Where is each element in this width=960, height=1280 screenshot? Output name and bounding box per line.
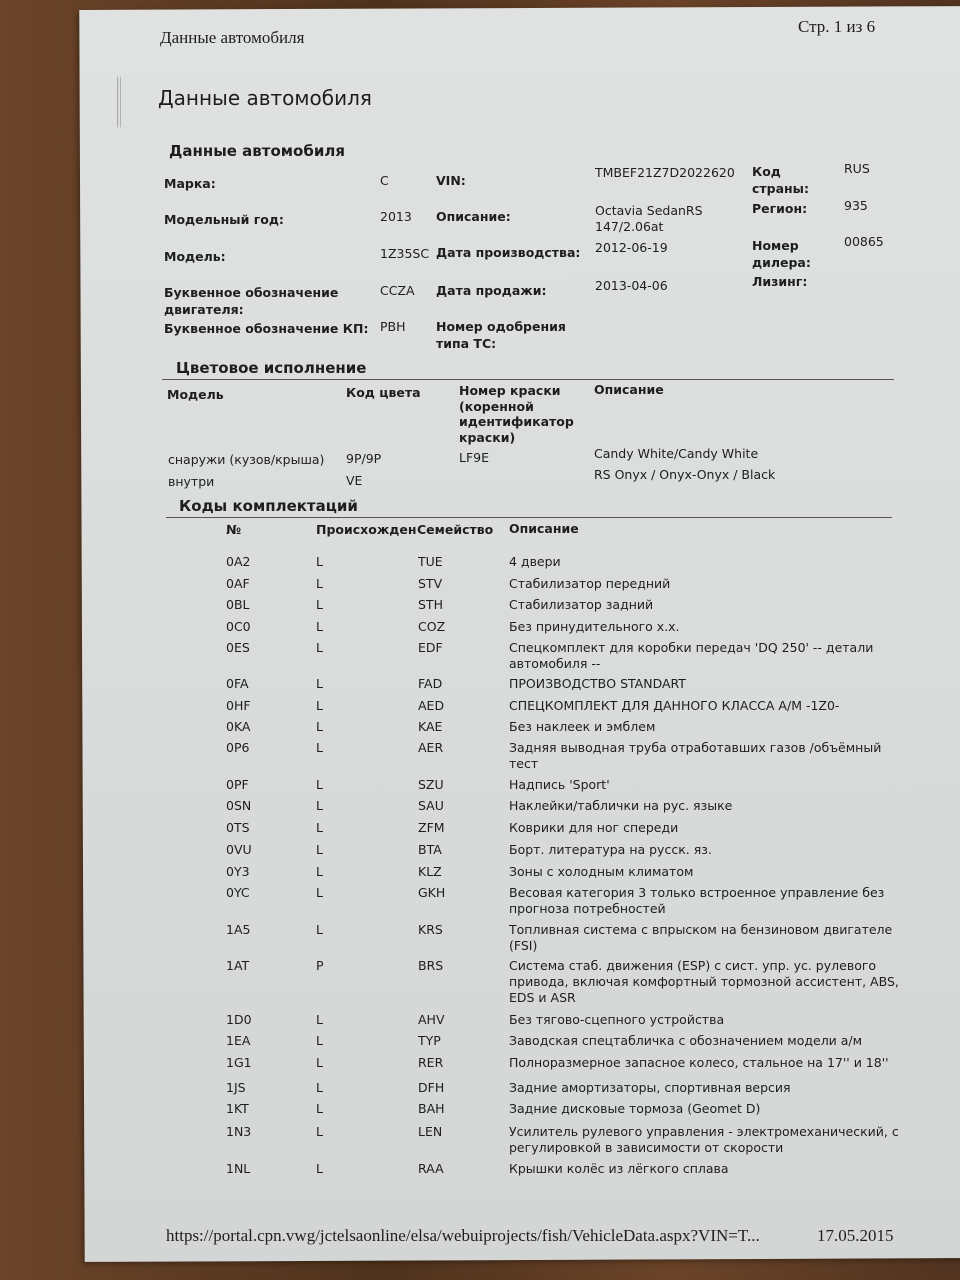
option-description: Заводская спецтабличка с обозначением модели а/м <box>509 1033 863 1048</box>
color-row-exterior-desc: Candy White/Candy White <box>594 446 759 461</box>
option-code: 1D0 <box>226 1012 252 1027</box>
option-family: ZFM <box>418 820 445 835</box>
option-code: 0VU <box>226 842 252 857</box>
country-code-label: Код страны: <box>752 164 809 196</box>
option-origin: L <box>316 740 323 755</box>
option-family: EDF <box>418 640 443 655</box>
option-family: KAE <box>418 719 443 734</box>
option-origin: L <box>316 1055 323 1070</box>
option-code: 0A2 <box>226 554 251 569</box>
option-code: 1EA <box>226 1033 251 1048</box>
options-header-family: Семейство <box>417 522 494 537</box>
color-row-exterior-paint: LF9E <box>459 450 490 465</box>
option-description: Наклейки/таблички на рус. языке <box>509 798 733 813</box>
color-row-interior-model: внутри <box>168 474 215 489</box>
type-approval-label: Номер одобрения типа ТС: <box>436 319 566 351</box>
option-description: Весовая категория 3 только встроенное управление без прогноза потребностей <box>509 885 885 916</box>
option-origin: L <box>316 640 323 655</box>
option-origin: P <box>316 958 324 973</box>
option-code: 0PF <box>226 777 249 792</box>
color-header-description: Описание <box>594 382 664 397</box>
option-family: LEN <box>418 1124 443 1139</box>
production-date-value: 2012-06-19 <box>595 240 668 255</box>
model-year-value: 2013 <box>380 209 412 224</box>
option-origin: L <box>316 719 323 734</box>
print-footer-date: 17.05.2015 <box>817 1226 894 1245</box>
options-header-description: Описание <box>509 521 579 536</box>
option-description: Спецкомплект для коробки передач 'DQ 250' -- детали автомобиля -- <box>509 640 874 671</box>
option-family: TUE <box>418 554 443 569</box>
option-origin: L <box>316 798 323 813</box>
option-family: BRS <box>418 958 444 973</box>
option-origin: L <box>316 777 323 792</box>
option-description: Надпись 'Sport' <box>509 777 610 792</box>
option-description: Топливная система с впрыском на бензиновом двигателе (FSI) <box>509 922 893 953</box>
option-family: BAH <box>418 1101 445 1116</box>
make-value: C <box>380 173 389 188</box>
option-origin: L <box>316 864 323 879</box>
option-description: Стабилизатор передний <box>509 576 671 591</box>
option-code: 0ES <box>226 640 250 655</box>
option-family: FAD <box>418 676 443 691</box>
option-code: 0AF <box>226 576 250 591</box>
option-code: 1JS <box>226 1080 246 1095</box>
engine-value: CCZA <box>380 283 415 298</box>
option-description: Борт. литература на русск. яз. <box>509 842 712 857</box>
option-family: STH <box>418 597 443 612</box>
country-code-value: RUS <box>844 161 870 176</box>
option-code: 0P6 <box>226 740 250 755</box>
color-section-divider <box>162 379 894 380</box>
option-description: Без наклеек и эмблем <box>509 719 656 734</box>
option-family: KRS <box>418 922 443 937</box>
color-header-paint-number: Номер краски (коренной идентификатор краски) <box>459 383 574 445</box>
leasing-label: Лизинг: <box>752 274 808 289</box>
options-header-number: № <box>226 522 242 537</box>
option-code: 0C0 <box>226 619 251 634</box>
option-code: 1N3 <box>226 1124 252 1139</box>
option-origin: L <box>316 576 323 591</box>
option-family: AHV <box>418 1012 445 1027</box>
gearbox-label: Буквенное обозначение КП: <box>164 321 369 336</box>
sale-date-value: 2013-04-06 <box>595 278 668 293</box>
color-row-interior-code: VE <box>346 473 363 488</box>
color-header-code: Код цвета <box>346 385 421 400</box>
option-code: 0Y3 <box>226 864 250 879</box>
option-description: СПЕЦКОМПЛЕКТ ДЛЯ ДАННОГО КЛАССА А/М -1Z0- <box>509 698 840 713</box>
dealer-number-value: 00865 <box>844 234 884 249</box>
color-row-interior-desc: RS Onyx / Onyx-Onyx / Black <box>594 467 776 482</box>
color-row-exterior-model: снаружи (кузов/крыша) <box>168 452 325 467</box>
staple <box>117 76 121 128</box>
option-origin: L <box>316 597 323 612</box>
option-description: Без принудительного х.х. <box>509 619 680 634</box>
option-description: Задние амортизаторы, спортивная версия <box>509 1080 791 1095</box>
option-description: Задняя выводная труба отработавших газов /объёмный тест <box>509 740 882 771</box>
option-origin: L <box>316 1012 323 1027</box>
vin-value: TMBEF21Z7D2022620 <box>595 165 735 180</box>
gearbox-value: PBH <box>380 319 406 334</box>
make-label: Марка: <box>164 176 216 191</box>
option-origin: L <box>316 820 323 835</box>
option-description: Задние дисковые тормоза (Geomet D) <box>509 1101 761 1116</box>
option-description: Полноразмерное запасное колесо, стальное на 17'' и 18'' <box>509 1055 889 1070</box>
option-family: STV <box>418 576 443 591</box>
option-family: SAU <box>418 798 444 813</box>
options-section-divider <box>166 517 892 518</box>
page-title: Данные автомобиля <box>158 86 372 110</box>
option-description: 4 двери <box>509 554 561 569</box>
region-label: Регион: <box>752 201 808 216</box>
option-origin: L <box>316 885 323 900</box>
option-family: KLZ <box>418 864 442 879</box>
option-origin: L <box>316 1161 323 1176</box>
color-header-model: Модель <box>167 387 224 402</box>
option-origin: L <box>316 1101 323 1116</box>
option-code: 0TS <box>226 820 250 835</box>
option-code: 1NL <box>226 1161 251 1176</box>
option-code: 1A5 <box>226 922 251 937</box>
option-description: Коврики для ног спереди <box>509 820 679 835</box>
model-label: Модель: <box>164 249 226 264</box>
option-family: DFH <box>418 1080 445 1095</box>
model-year-label: Модельный год: <box>164 212 284 227</box>
option-origin: L <box>316 554 323 569</box>
option-code: 0SN <box>226 798 252 813</box>
option-description: Система стаб. движения (ESP) с сист. упр. ус. рулевого привода, включая комфортный тормозной ассистент, ABS, EDS и ASR <box>509 958 899 1005</box>
option-origin: L <box>316 1033 323 1048</box>
option-code: 0YC <box>226 885 250 900</box>
option-origin: L <box>316 1124 323 1139</box>
option-family: GKH <box>418 885 446 900</box>
option-family: TYP <box>418 1033 441 1048</box>
option-origin: L <box>316 1080 323 1095</box>
option-code: 1G1 <box>226 1055 252 1070</box>
option-origin: L <box>316 842 323 857</box>
sale-date-label: Дата продажи: <box>436 283 547 298</box>
option-description: ПРОИЗВОДСТВО STANDART <box>509 676 686 691</box>
options-section-title: Коды комплектаций <box>179 497 358 515</box>
option-origin: L <box>316 922 323 937</box>
option-description: Зоны с холодным климатом <box>509 864 694 879</box>
description-value: Octavia SedanRS 147/2.06at <box>595 203 703 234</box>
option-family: AED <box>418 698 445 713</box>
option-family: RAA <box>418 1161 444 1176</box>
option-description: Крышки колёс из лёгкого сплава <box>509 1161 729 1176</box>
vin-label: VIN: <box>436 173 466 188</box>
option-code: 1AT <box>226 958 250 973</box>
dealer-number-label: Номер дилера: <box>752 238 811 270</box>
option-origin: L <box>316 619 323 634</box>
option-code: 1KT <box>226 1101 249 1116</box>
option-family: SZU <box>418 777 444 792</box>
option-description: Стабилизатор задний <box>509 597 654 612</box>
option-code: 0FA <box>226 676 249 691</box>
option-code: 0BL <box>226 597 250 612</box>
option-family: AER <box>418 740 444 755</box>
option-origin: L <box>316 698 323 713</box>
engine-label: Буквенное обозначение двигателя: <box>164 285 339 317</box>
production-date-label: Дата производства: <box>436 245 581 260</box>
description-label: Описание: <box>436 209 511 224</box>
option-description: Без тягово-сцепного устройства <box>509 1012 725 1027</box>
print-footer-url: https://portal.cpn.vwg/jctelsaonline/elsa/webuiprojects/fish/VehicleData.aspx?VIN=T... <box>166 1226 760 1245</box>
option-family: RER <box>418 1055 444 1070</box>
model-value: 1Z35SC <box>380 246 430 261</box>
region-value: 935 <box>844 198 868 213</box>
option-code: 0KA <box>226 719 251 734</box>
options-header-origin: Происхожден <box>316 522 417 537</box>
color-section-title: Цветовое исполнение <box>176 359 367 377</box>
print-header-page: Стр. 1 из 6 <box>798 17 876 36</box>
option-origin: L <box>316 676 323 691</box>
option-family: COZ <box>418 619 446 634</box>
print-header-title: Данные автомобиля <box>160 28 305 47</box>
color-row-exterior-code: 9P/9P <box>346 451 382 466</box>
vehicle-section-title: Данные автомобиля <box>169 142 345 160</box>
option-description: Усилитель рулевого управления - электромеханический, с регулировкой в зависимости от скорости <box>509 1124 899 1155</box>
option-family: BTA <box>418 842 442 857</box>
option-code: 0HF <box>226 698 251 713</box>
